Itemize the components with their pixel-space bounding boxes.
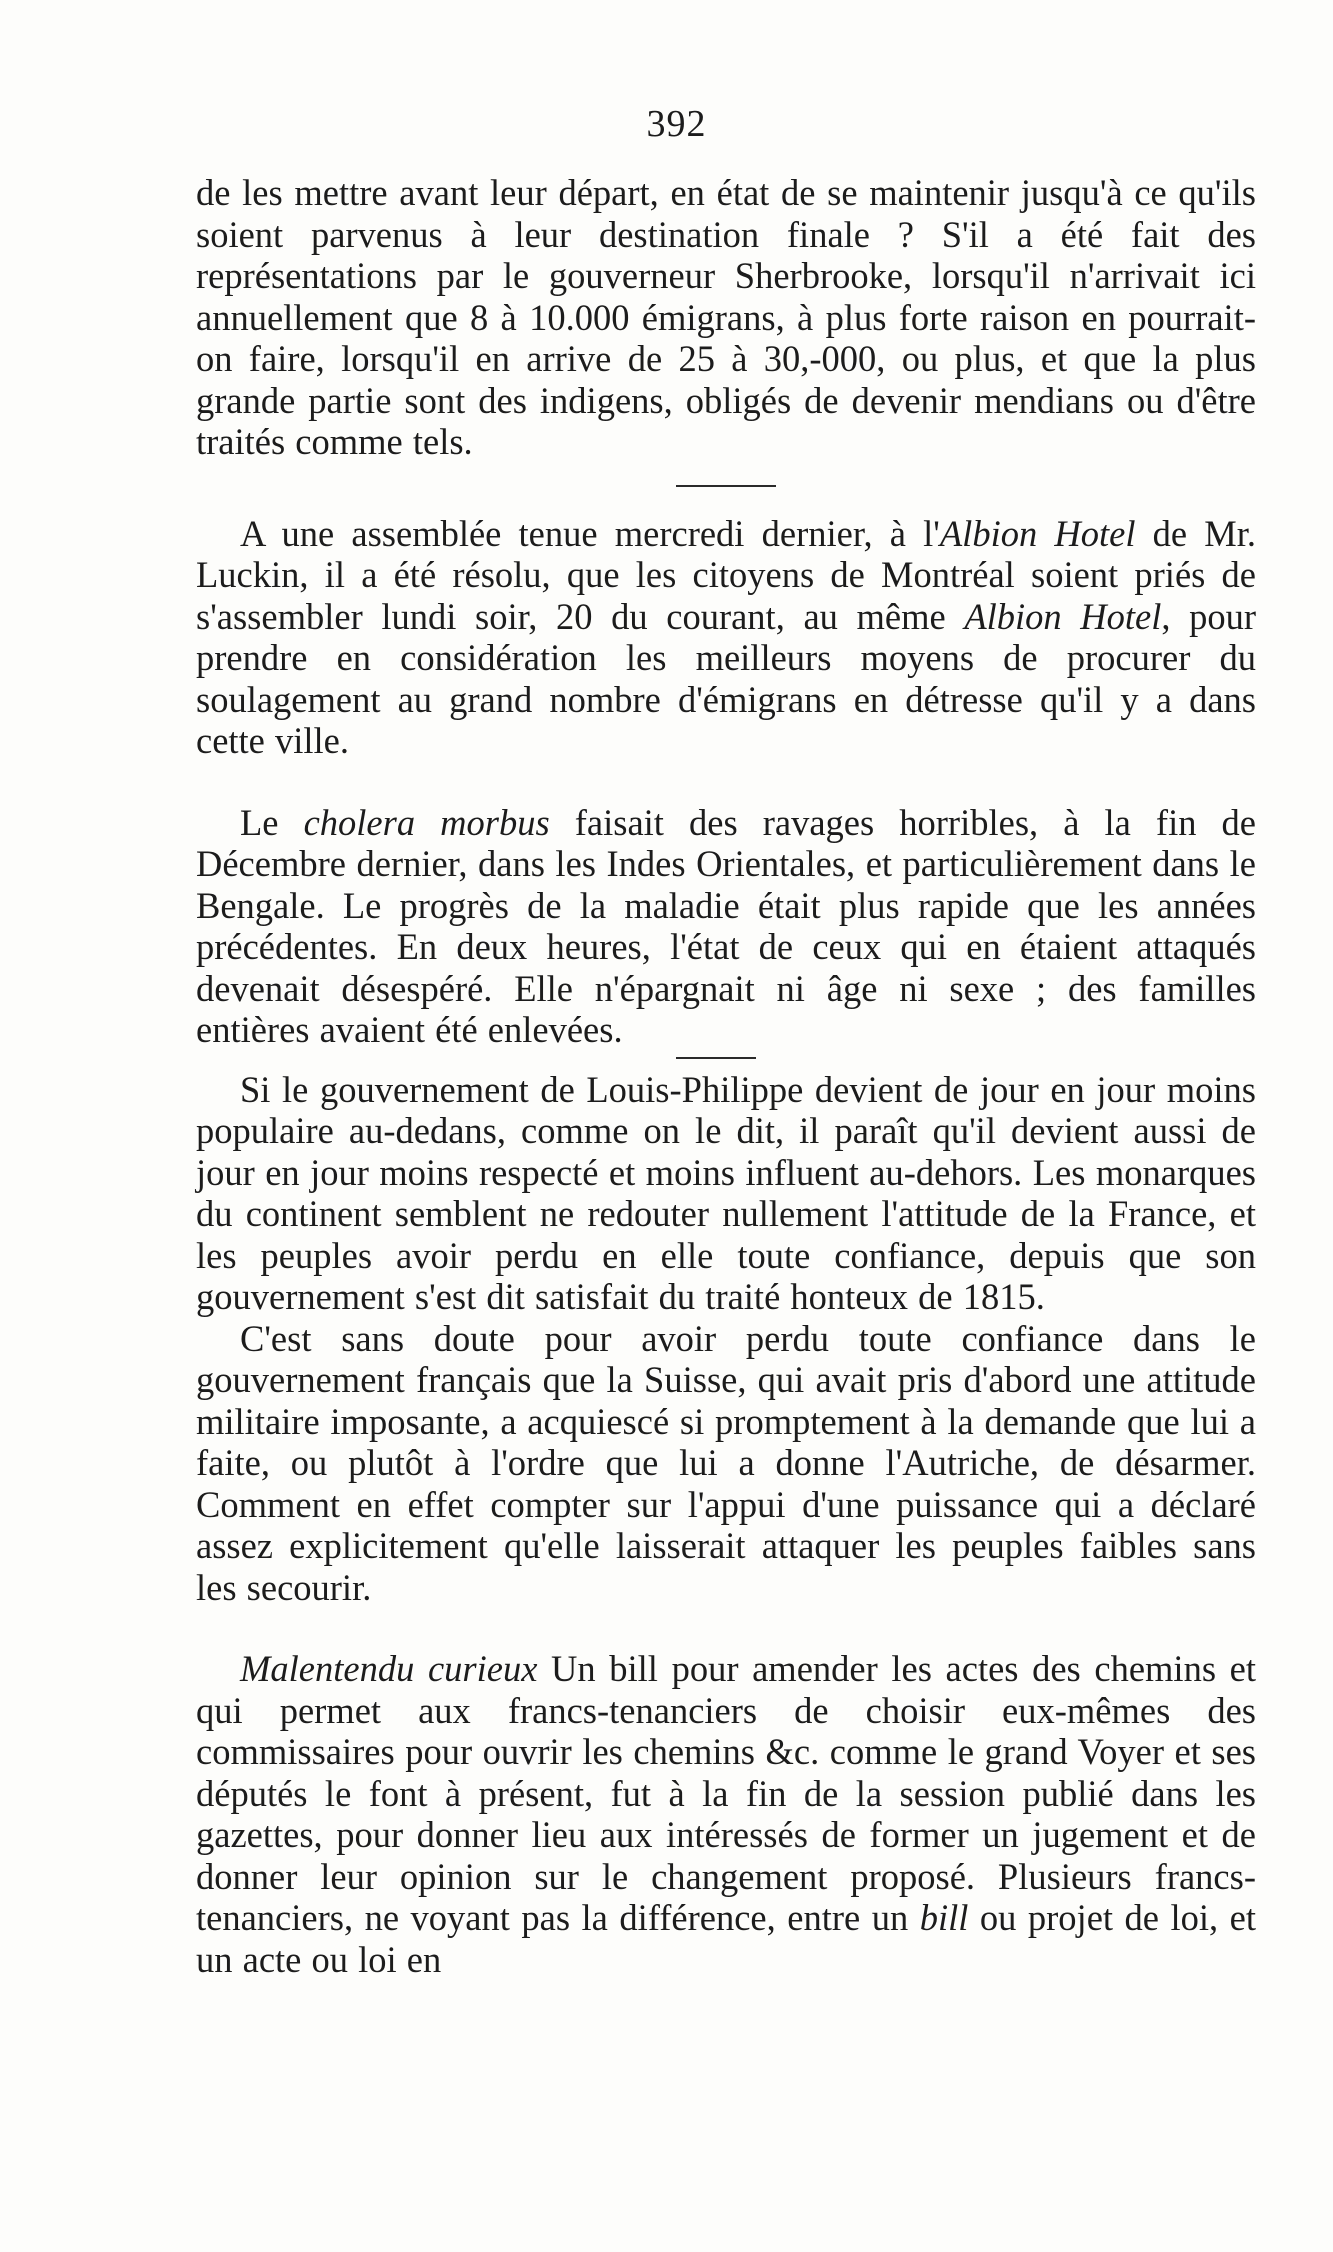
paragraph-text: faisait des ravages horribles, à la fin de Décembre dernier, dans les Indes Orientales, et particulièrement dans le Bengale. Le progrès de la maladie était plus rapide que les années précédentes. En deux heures, l'état de ceux qui en étaient attaqués devenait désespéré. Elle n'épargnait ni âge ni sexe ; des familles entières avaient été enlevées. [196,801,1256,1050]
italic-text: Albion Hotel [939,512,1136,554]
paragraph-louis-philippe: Si le gouvernement de Louis-Philippe devient de jour en jour moins populaire au-dedans, comme on le dit, il paraît qu'il devient aussi de jour en jour moins respecté et moins influent au-dehors. Les monarques du continent semblent ne redouter nullement l'attitude de la France, et les peuples avoir perdu en elle toute confiance, depuis que son gouvernement s'est dit satisfait du traité honteux de 1815. [196,1068,1256,1317]
italic-text: Malentendu curieux [240,1648,538,1689]
paragraph-emigrants-continued: de les mettre avant leur départ, en état de se maintenir jusqu'à ce qu'ils soient parvenus à leur destination finale ? S'il a été fait des représentations par le gouverneur Sherbrooke, lorsqu'il n'arrivait ici annuellement que 8 à 10.000 émigrans, à plus forte raison en pourrait-on faire, lorsqu'il en arrive de 25 à 30,-000, ou plus, et que la plus grande partie sont des indigens, obligés de devenir mendians ou d'être traités comme tels. [196,172,1256,462]
paragraph-gap [196,762,1256,802]
paragraph-malentendu-curieux [196,1648,1256,1980]
paragraph-text: ou projet de loi, et un acte ou loi en [196,1897,1256,1980]
paragraph-text: Le [240,801,304,843]
italic-text: bill [919,1897,969,1938]
italic-text: cholera morbus [303,801,550,843]
paragraph-gap [196,1608,1256,1648]
paragraph-albion-hotel-meeting [196,513,1256,762]
paragraph-text: de Mr. Luckin, il a été résolu, que les citoyens de Montréal soient priés de s'assembler lundi soir, 20 du courant, au même [196,512,1256,637]
italic-text: Albion Hotel [964,595,1162,637]
paragraph-cholera-morbus [196,802,1256,1051]
section-divider [676,1057,756,1059]
paragraph-text: Un bill pour amender les actes des chemins et qui permet aux francs-tenanciers de choisir eux-mêmes des commissaires pour ouvrir les chemins &c. comme le grand Voyer et ses députés le font à présent, fut à la fin de la session publié dans les gazettes, pour donner lieu aux intéressés de former un jugement et de donner leur opinion sur le changement proposé. Plusieurs francs-tenanciers, ne voyant pas la différence, entre un [196,1648,1256,1938]
section-divider [676,485,776,487]
page-number: 392 [646,103,707,145]
paragraph-suisse: C'est sans doute pour avoir perdu toute confiance dans le gouvernement français que la Suisse, qui avait pris d'abord une attitude militaire imposante, a acquiescé si promptement à la demande que lui a faite, ou plutôt à l'ordre que lui a donne l'Autriche, de désarmer. Comment en effet compter sur l'appui d'une puissance qui a déclaré assez explicitement qu'elle laisserait attaquer les peuples faibles sans les secourir. [196,1317,1256,1608]
text-column [196,172,1256,1980]
paragraph-text: A une assemblée tenue mercredi dernier, à l' [240,512,940,554]
paragraph-text: , pour prendre en considération les meilleurs moyens de procurer du soulagement au grand nombre d'émigrans en détresse qu'il y a dans cette ville. [196,595,1257,761]
